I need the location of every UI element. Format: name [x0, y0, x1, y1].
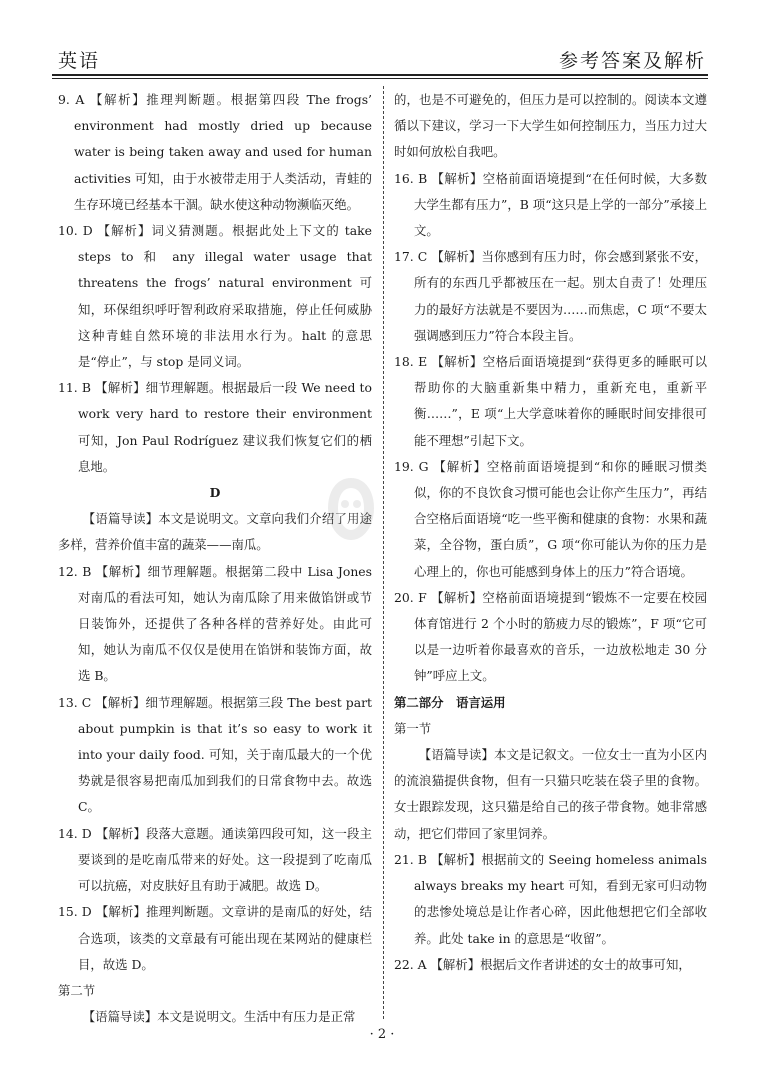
answer-20: 20. F 【解析】空格前面语境提到“锻炼不一定要在校园体育馆进行 2 个小时的筋疲力尽的锻炼”，F 项“它可以是一边听着你最喜欢的音乐，一边放松地走 30 分钟”呼应上文。 [394, 589, 707, 684]
section-d-heading: D [209, 485, 221, 501]
right-column [394, 87, 707, 978]
answer-17: 17. C 【解析】当你感到有压力时，你会感到紧张不安，所有的东西几乎都被压在一起。别太自责了！处理压力的最好方法就是不要因为……而焦虑，C 项“不要太强调感到压力”符合本段主旨。 [394, 249, 707, 343]
page-number: · 2 · [369, 1027, 395, 1042]
page-header [58, 44, 706, 72]
answer-9: 9. A 【解析】推理判断题。根据第四段 The frogs’ environment had mostly dried up because water is being taken away and used for human activities 可知，由于水被带走用于人类活动，青蛙的生存环境已经基本干涸。缺水使这种动物濒临灭绝。 [58, 92, 372, 212]
left-column [58, 87, 372, 1030]
subject-title: 英语 [58, 50, 101, 72]
document-title: 参考答案及解析 [558, 50, 706, 72]
section-2-intro: 【语篇导读】本文是说明文。生活中有压力是正常 [82, 1009, 356, 1025]
answer-10: 10. D 【解析】词义猜测题。根据此处上下文的 take steps to 和 any illegal water usage that threatens the frogs’ natural environment 可知，环保组织呼吁智利政府采取措施，停止任何威胁这种青蛙自然环境的非法用水行为。halt 的意思是“停止”，与 stop 是同义词。 [58, 223, 372, 370]
answer-21: 21. B 【解析】根据前文的 Seeing homeless animals always breaks my heart 可知，看到无家可归动物的悲惨处境总是让作者心碎，因此他想把它们全部收养。此处 take in 的意思是“收留”。 [394, 851, 707, 946]
part-2-heading: 第二部分 语言运用 [394, 694, 506, 710]
section-1-heading: 第一节 [394, 720, 432, 736]
answer-16: 16. B 【解析】空格前面语境提到“在任何时候，大多数大学生都有压力”，B 项“这只是上学的一部分”承接上文。 [394, 170, 707, 239]
answer-13: 13. C 【解析】细节理解题。根据第三段 The best part about pumpkin is that it’s so easy to work it into your daily food. 可知，关于南瓜最大的一个优势就是很容易把南瓜加到我们的日常食物中去。故选 C。 [58, 694, 372, 815]
answer-22: 22. A 【解析】根据后文作者讲述的女士的故事可知， [394, 956, 691, 972]
part-2-intro: 【语篇导读】本文是记叙文。一位女士一直为小区内的流浪猫提供食物，但有一只猫只吃装在袋子里的食物。女士跟踪发现，这只猫是给自己的孩子带食物。她非常感动，把它们带回了家里饲养。 [394, 747, 707, 841]
answer-18: 18. E 【解析】空格后面语境提到“获得更多的睡眠可以帮助你的大脑重新集中精力，重新充电，重新平衡……”，E 项“上大学意味着你的睡眠时间安排很可能不理想”引起下文。 [394, 354, 707, 448]
column-divider [383, 86, 384, 1019]
header-rule [52, 74, 708, 76]
section-d-intro: 【语篇导读】本文是说明文。文章向我们介绍了用途多样，营养价值丰富的蔬菜——南瓜。 [58, 511, 372, 553]
answer-11: 11. B 【解析】细节理解题。根据最后一段 We need to work very hard to restore their environment 可知，Jon Paul Rodríguez 建议我们恢复它们的栖息地。 [58, 380, 372, 474]
owl-logo-icon [324, 476, 378, 542]
section-2-intro-continued: 的，也是不可避免的，但压力是可以控制的。阅读本文遵循以下建议，学习一下大学生如何控制压力，当压力过大时如何放松自我吧。 [394, 92, 707, 160]
header-rule-thin [52, 78, 708, 79]
section-2-heading: 第二节 [58, 982, 96, 998]
answer-12: 12. B 【解析】细节理解题。根据第二段中 Lisa Jones 对南瓜的看法可知，她认为南瓜除了用来做馅饼或节日装饰外，还提供了各种各样的营养好处。由此可知，她认为南瓜不仅仅是使用在馅饼和装饰方面，故选 B。 [58, 563, 372, 684]
answer-15: 15. D 【解析】推理判断题。文章讲的是南瓜的好处，结合选项，该类的文章最有可能出现在某网站的健康栏目，故选 D。 [58, 904, 372, 972]
answer-14: 14. D 【解析】段落大意题。通读第四段可知，这一段主要谈到的是吃南瓜带来的好处。这一段提到了吃南瓜可以抗癌，对皮肤好且有助于减肥。故选 D。 [58, 825, 372, 894]
answer-19: 19. G 【解析】空格前面语境提到“和你的睡眠习惯类似，你的不良饮食习惯可能也会让你产生压力”，再结合空格后面语境“吃一些平衡和健康的食物：水果和蔬菜，全谷物，蛋白质”，G 项“你可能认为你的压力是心理上的，你也可能感到身体上的压力”符合语境。 [394, 458, 707, 579]
